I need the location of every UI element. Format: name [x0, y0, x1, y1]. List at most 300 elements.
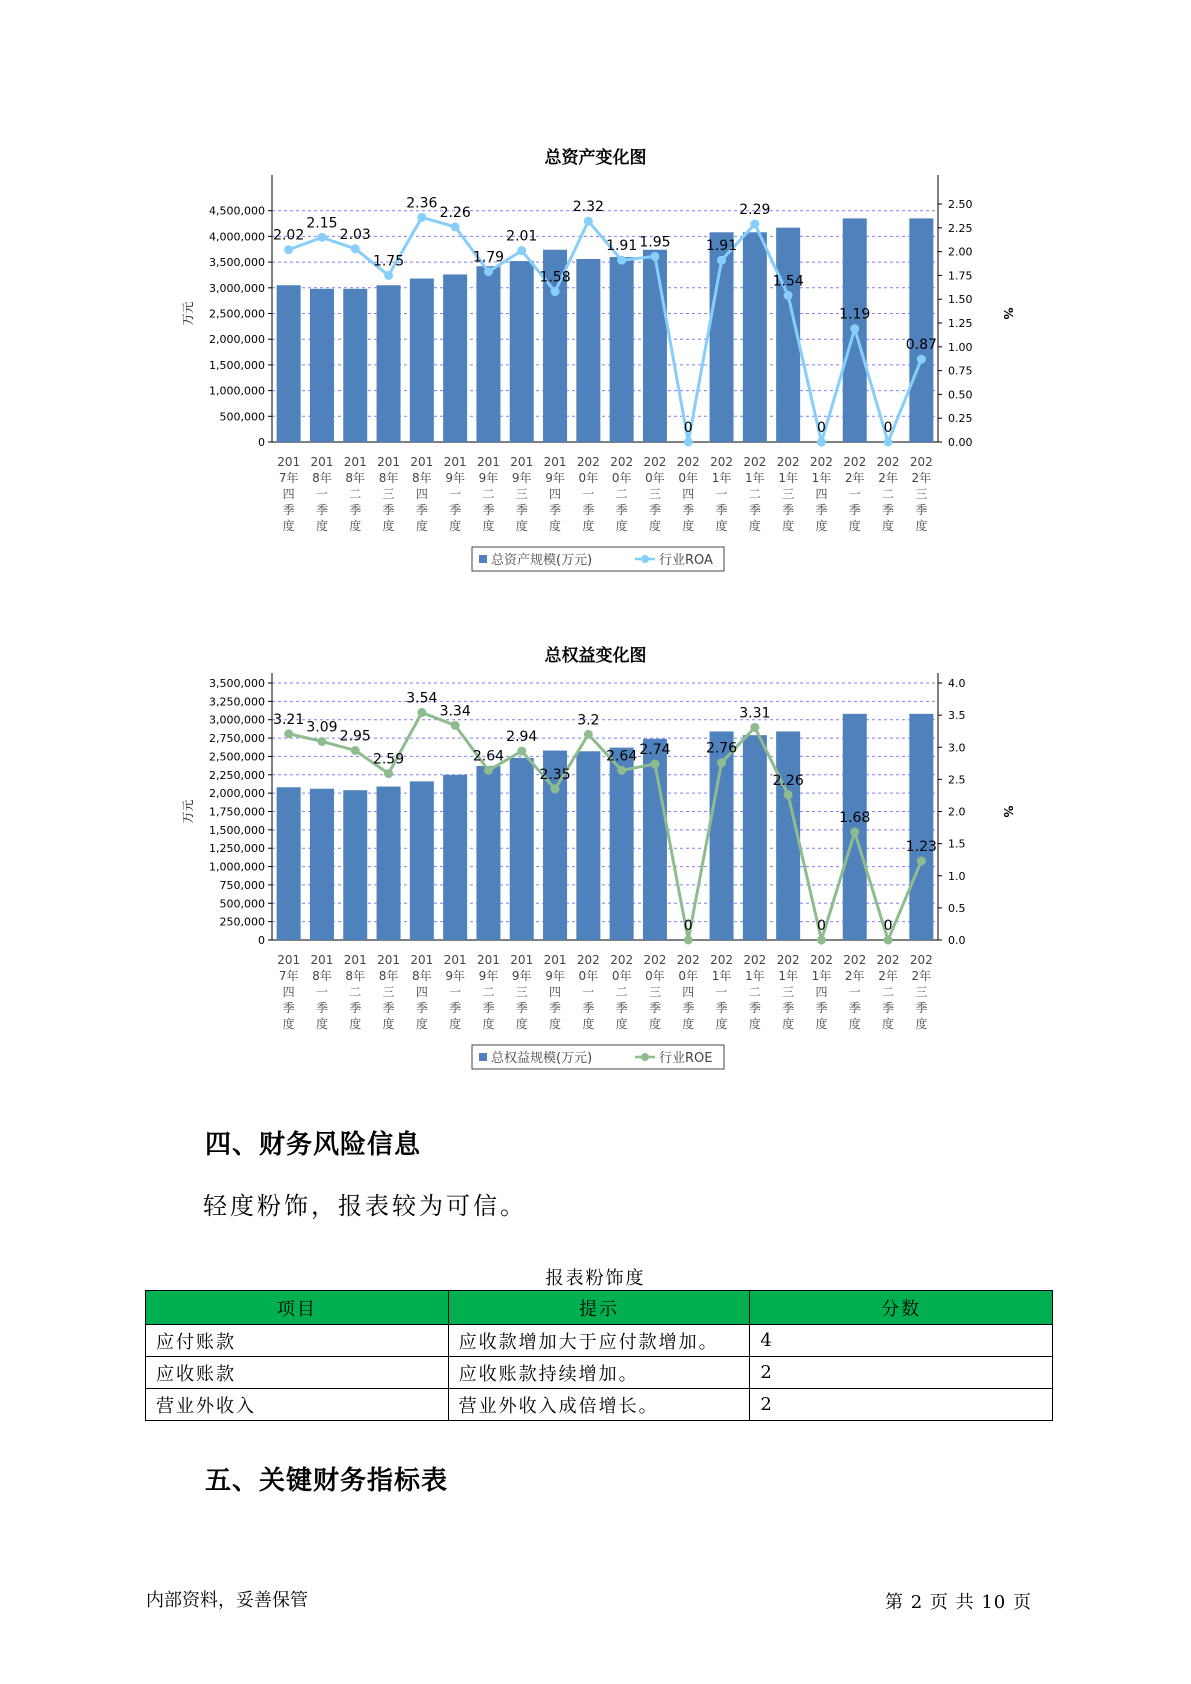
x-tick-label: 9年 — [478, 969, 499, 983]
x-tick-label: 0年 — [611, 969, 632, 983]
x-tick-label: 季 — [615, 1001, 628, 1015]
data-label: 3.31 — [739, 705, 771, 722]
line-point — [351, 244, 360, 253]
y2-tick-label: 3.5 — [948, 709, 966, 723]
x-tick-label: 202 — [809, 455, 833, 469]
x-tick-label: 8年 — [345, 471, 366, 485]
data-label: 2.59 — [372, 751, 405, 768]
x-tick-label: 0年 — [645, 969, 665, 983]
x-tick-label: 202 — [776, 455, 800, 469]
x-tick-label: 季 — [549, 503, 562, 517]
data-label: 3.34 — [439, 703, 471, 720]
x-tick-label: 季 — [482, 503, 495, 517]
x-tick-label: 季 — [549, 1001, 562, 1015]
bar — [410, 279, 434, 442]
data-label: 1.75 — [372, 253, 405, 270]
x-tick-label: 一 — [315, 487, 328, 501]
x-tick-label: 0年 — [578, 471, 599, 485]
x-tick-label: 202 — [643, 953, 667, 967]
y2-tick-label: 1.5 — [948, 837, 966, 851]
x-tick-label: 季 — [582, 503, 595, 517]
x-tick-label: 202 — [743, 953, 767, 967]
x-tick-label: 8年 — [378, 471, 399, 485]
line-point — [517, 246, 526, 255]
data-label: 2.15 — [306, 215, 338, 232]
line-point — [584, 217, 593, 226]
x-tick-label: 2年 — [911, 471, 932, 485]
x-tick-label: 季 — [315, 503, 328, 517]
y-tick-label: 500,000 — [219, 410, 265, 424]
x-tick-label: 度 — [282, 1017, 295, 1031]
whitewash-table — [145, 1290, 1053, 1421]
line-point — [317, 737, 326, 746]
data-label: 1.54 — [772, 273, 804, 290]
data-label: 3.21 — [273, 711, 305, 728]
x-tick-label: 三 — [515, 487, 528, 501]
chart2-title: 总权益变化图 — [544, 646, 647, 666]
y-axis-label: 万元 — [181, 799, 195, 824]
x-tick-label: 0年 — [678, 471, 699, 485]
y-tick-label: 2,500,000 — [209, 307, 265, 321]
x-tick-label: 季 — [782, 503, 795, 517]
x-tick-label: 202 — [610, 953, 634, 967]
x-tick-label: 9年 — [445, 471, 465, 485]
data-label: 3.2 — [577, 712, 600, 729]
column-header: 提示 — [448, 1291, 750, 1325]
x-tick-label: 度 — [415, 519, 428, 533]
x-tick-label: 季 — [349, 503, 362, 517]
x-tick-label: 201 — [410, 455, 434, 469]
x-tick-label: 度 — [582, 519, 595, 533]
line-point — [484, 267, 493, 276]
y2-tick-label: 2.5 — [948, 773, 966, 787]
x-tick-label: 二 — [748, 487, 761, 501]
x-tick-label: 201 — [343, 455, 367, 469]
x-tick-label: 201 — [510, 953, 534, 967]
y-tick-label: 1,500,000 — [209, 358, 265, 372]
x-tick-label: 7年 — [278, 969, 299, 983]
x-tick-label: 四 — [282, 487, 295, 501]
x-tick-label: 202 — [676, 455, 700, 469]
x-tick-label: 季 — [382, 1001, 395, 1015]
footer-confidential: 内部资料，妥善保管 — [146, 1590, 308, 1611]
x-tick-label: 季 — [815, 503, 828, 517]
x-tick-label: 一 — [582, 985, 595, 999]
x-tick-label: 202 — [710, 455, 734, 469]
x-tick-label: 2年 — [911, 969, 932, 983]
data-label: 1.23 — [905, 838, 937, 855]
line-point — [317, 233, 326, 242]
bar — [576, 259, 600, 442]
bar — [310, 789, 334, 940]
bar — [410, 781, 434, 940]
x-tick-label: 一 — [449, 985, 462, 999]
table-cell: 营业外收入 — [146, 1389, 449, 1421]
line-point — [484, 766, 493, 775]
x-tick-label: 度 — [549, 519, 562, 533]
table-cell: 应收账款持续增加。 — [448, 1357, 750, 1389]
data-label: 0 — [683, 420, 693, 436]
x-tick-label: 季 — [748, 503, 761, 517]
line-point — [650, 759, 659, 768]
line-point — [717, 256, 726, 265]
bar — [743, 735, 767, 940]
x-tick-label: 201 — [310, 455, 334, 469]
y2-tick-label: 1.75 — [948, 269, 973, 283]
line-point — [617, 256, 626, 265]
y-tick-label: 4,000,000 — [209, 230, 265, 244]
legend-line-marker — [641, 555, 649, 563]
x-tick-label: 度 — [449, 1017, 462, 1031]
x-tick-label: 三 — [382, 985, 395, 999]
line-point — [684, 438, 693, 447]
x-tick-label: 四 — [682, 985, 695, 999]
table-cell: 营业外收入成倍增长。 — [448, 1389, 750, 1421]
table-caption: 报表粉饰度 — [545, 1268, 646, 1289]
x-tick-label: 一 — [315, 985, 328, 999]
data-label: 2.64 — [606, 748, 638, 765]
bar — [476, 766, 500, 940]
bar — [443, 274, 467, 442]
x-tick-label: 202 — [576, 953, 600, 967]
y-tick-label: 3,000,000 — [209, 281, 265, 295]
y-tick-label: 1,000,000 — [209, 384, 265, 398]
x-tick-label: 度 — [748, 1017, 761, 1031]
data-label: 2.76 — [705, 740, 738, 757]
line-point — [784, 291, 793, 300]
x-tick-label: 202 — [776, 953, 800, 967]
total-equity-chart — [0, 658, 1191, 1088]
x-tick-label: 0年 — [578, 969, 599, 983]
line-point — [650, 252, 659, 261]
legend-bar-swatch — [479, 1053, 487, 1061]
x-tick-label: 201 — [476, 455, 500, 469]
x-tick-label: 季 — [848, 503, 861, 517]
y-tick-label: 0 — [258, 934, 265, 947]
x-tick-label: 季 — [415, 503, 428, 517]
x-tick-label: 季 — [449, 503, 462, 517]
table-cell: 2 — [750, 1389, 1053, 1421]
y2-tick-label: 1.25 — [948, 317, 973, 331]
x-tick-label: 季 — [882, 503, 895, 517]
x-tick-label: 8年 — [345, 969, 366, 983]
bar — [643, 250, 667, 442]
bar — [343, 790, 367, 940]
y-tick-label: 250,000 — [219, 915, 265, 929]
x-tick-label: 度 — [515, 1017, 528, 1031]
x-tick-label: 9年 — [511, 471, 532, 485]
data-label: 0 — [816, 420, 826, 436]
x-tick-label: 四 — [682, 487, 695, 501]
x-tick-label: 度 — [615, 1017, 628, 1031]
legend-bar-swatch — [479, 555, 487, 563]
x-tick-label: 1年 — [778, 471, 798, 485]
table-cell: 4 — [750, 1325, 1053, 1357]
x-tick-label: 度 — [815, 1017, 828, 1031]
line-point — [351, 746, 360, 755]
bar — [909, 714, 933, 940]
x-tick-label: 1年 — [778, 969, 798, 983]
x-tick-label: 201 — [377, 953, 401, 967]
x-tick-label: 季 — [615, 503, 628, 517]
x-tick-label: 季 — [715, 503, 728, 517]
x-tick-label: 9年 — [545, 969, 565, 983]
x-tick-label: 度 — [648, 519, 661, 533]
x-tick-label: 季 — [915, 503, 928, 517]
x-tick-label: 季 — [482, 1001, 495, 1015]
x-tick-label: 9年 — [511, 969, 532, 983]
y-axis-label: 万元 — [181, 301, 195, 326]
x-tick-label: 度 — [848, 519, 861, 533]
data-label: 1.91 — [606, 238, 638, 255]
line-point — [451, 721, 460, 730]
data-label: 0 — [883, 918, 893, 934]
y-tick-label: 3,000,000 — [209, 713, 265, 727]
x-tick-label: 度 — [415, 1017, 428, 1031]
x-tick-label: 季 — [682, 1001, 695, 1015]
x-tick-label: 2年 — [844, 969, 865, 983]
x-tick-label: 0年 — [678, 969, 699, 983]
legend-bar-label: 总资产规模(万元) — [491, 553, 593, 568]
x-tick-label: 202 — [576, 455, 600, 469]
section5-heading: 五、关键财务指标表 — [205, 1466, 449, 1496]
x-tick-label: 二 — [349, 487, 362, 501]
x-tick-label: 季 — [882, 1001, 895, 1015]
x-tick-label: 度 — [782, 1017, 795, 1031]
risk-summary-text: 轻度粉饰，报表较为可信。 — [203, 1192, 527, 1220]
x-tick-label: 度 — [382, 519, 395, 533]
x-tick-label: 季 — [415, 1001, 428, 1015]
line-point — [584, 730, 593, 739]
y2-tick-label: 0.00 — [948, 436, 973, 449]
y2-axis-label: % — [1001, 307, 1015, 320]
x-tick-label: 季 — [349, 1001, 362, 1015]
section4-heading: 四、财务风险信息 — [205, 1130, 422, 1160]
table-row — [146, 1389, 1053, 1421]
legend-bar-label: 总权益规模(万元) — [491, 1051, 593, 1066]
bar — [610, 748, 634, 940]
x-tick-label: 二 — [882, 985, 895, 999]
x-tick-label: 二 — [482, 985, 495, 999]
y-tick-label: 0 — [258, 436, 265, 449]
table-cell: 应付账款 — [146, 1325, 449, 1357]
x-tick-label: 二 — [615, 487, 628, 501]
data-label: 2.02 — [273, 227, 305, 244]
x-tick-label: 度 — [515, 519, 528, 533]
x-tick-label: 201 — [343, 953, 367, 967]
data-label: 2.95 — [339, 728, 371, 745]
x-tick-label: 202 — [809, 953, 833, 967]
line-point — [850, 324, 859, 333]
x-tick-label: 季 — [782, 1001, 795, 1015]
x-tick-label: 一 — [449, 487, 462, 501]
x-tick-label: 201 — [277, 455, 301, 469]
x-tick-label: 度 — [815, 519, 828, 533]
x-tick-label: 1年 — [811, 969, 832, 983]
x-tick-label: 201 — [510, 455, 534, 469]
y-tick-label: 3,500,000 — [209, 677, 265, 690]
x-tick-label: 度 — [748, 519, 761, 533]
x-tick-label: 度 — [482, 519, 495, 533]
x-tick-label: 1年 — [711, 471, 732, 485]
line-point — [384, 769, 393, 778]
x-tick-label: 一 — [582, 487, 595, 501]
y-tick-label: 2,250,000 — [209, 768, 265, 782]
x-tick-label: 201 — [476, 953, 500, 967]
x-tick-label: 季 — [515, 1001, 528, 1015]
x-tick-label: 8年 — [312, 471, 332, 485]
column-header: 分数 — [750, 1291, 1053, 1325]
legend-line-label: 行业ROA — [659, 553, 713, 568]
x-tick-label: 201 — [310, 953, 334, 967]
x-tick-label: 一 — [848, 487, 861, 501]
x-tick-label: 季 — [582, 1001, 595, 1015]
x-tick-label: 度 — [915, 1017, 928, 1031]
table-header-row — [146, 1291, 1053, 1325]
x-tick-label: 202 — [843, 455, 867, 469]
x-tick-label: 202 — [909, 455, 933, 469]
line-point — [551, 785, 560, 794]
data-label: 2.94 — [506, 729, 538, 746]
data-label: 2.64 — [472, 748, 505, 765]
x-tick-label: 201 — [443, 953, 467, 967]
x-tick-label: 8年 — [378, 969, 399, 983]
x-tick-label: 季 — [648, 503, 661, 517]
y2-tick-label: 1.00 — [948, 340, 973, 354]
bar — [343, 289, 367, 442]
y-tick-label: 2,750,000 — [209, 732, 265, 746]
y-tick-label: 750,000 — [219, 878, 265, 892]
x-tick-label: 二 — [748, 985, 761, 999]
y-tick-label: 1,000,000 — [209, 860, 265, 874]
line-point — [917, 355, 926, 364]
x-tick-label: 一 — [715, 487, 728, 501]
x-tick-label: 202 — [876, 953, 900, 967]
x-tick-label: 度 — [349, 519, 362, 533]
x-tick-label: 1年 — [811, 471, 832, 485]
line-point — [750, 220, 759, 229]
y2-tick-label: 2.0 — [948, 805, 966, 819]
x-tick-label: 三 — [782, 487, 795, 501]
x-tick-label: 度 — [349, 1017, 362, 1031]
y-tick-label: 1,750,000 — [209, 805, 265, 819]
page-number: 第 2 页 共 10 页 — [885, 1592, 1032, 1613]
x-tick-label: 9年 — [545, 471, 565, 485]
x-tick-label: 1年 — [745, 471, 765, 485]
x-tick-label: 季 — [449, 1001, 462, 1015]
y-tick-label: 2,000,000 — [209, 333, 265, 347]
y2-axis-label: % — [1001, 805, 1015, 818]
x-tick-label: 季 — [915, 1001, 928, 1015]
y2-tick-label: 1.50 — [948, 293, 973, 307]
data-label: 3.09 — [306, 719, 338, 736]
data-label: 2.29 — [739, 202, 771, 219]
x-tick-label: 201 — [543, 953, 567, 967]
x-tick-label: 度 — [615, 519, 628, 533]
y2-tick-label: 2.00 — [948, 245, 973, 259]
bar — [510, 758, 534, 940]
total-assets-chart — [0, 160, 1191, 590]
x-tick-label: 四 — [815, 487, 828, 501]
x-tick-label: 四 — [549, 487, 562, 501]
x-tick-label: 202 — [876, 455, 900, 469]
x-tick-label: 三 — [382, 487, 395, 501]
y-tick-label: 4,500,000 — [209, 204, 265, 218]
y-tick-label: 500,000 — [219, 897, 265, 911]
x-tick-label: 度 — [715, 1017, 728, 1031]
bar — [377, 787, 401, 940]
x-tick-label: 度 — [682, 519, 695, 533]
x-tick-label: 度 — [549, 1017, 562, 1031]
x-tick-label: 季 — [715, 1001, 728, 1015]
x-tick-label: 度 — [315, 1017, 328, 1031]
x-tick-label: 二 — [349, 985, 362, 999]
line-point — [417, 708, 426, 717]
legend-line-marker — [641, 1053, 649, 1061]
x-tick-label: 2年 — [878, 969, 898, 983]
x-tick-label: 季 — [315, 1001, 328, 1015]
y-tick-label: 2,500,000 — [209, 750, 265, 764]
x-tick-label: 三 — [915, 487, 928, 501]
x-tick-label: 三 — [515, 985, 528, 999]
bar — [476, 266, 500, 442]
y2-tick-label: 2.50 — [948, 198, 973, 212]
y2-tick-label: 3.0 — [948, 741, 966, 755]
x-tick-label: 度 — [382, 1017, 395, 1031]
line-point — [917, 856, 926, 865]
x-tick-label: 四 — [815, 985, 828, 999]
data-label: 1.95 — [639, 234, 671, 251]
table-cell: 应收账款 — [146, 1357, 449, 1389]
x-tick-label: 二 — [882, 487, 895, 501]
x-tick-label: 季 — [848, 1001, 861, 1015]
x-tick-label: 二 — [482, 487, 495, 501]
x-tick-label: 度 — [315, 519, 328, 533]
line-point — [884, 438, 893, 447]
data-label: 2.26 — [439, 204, 471, 221]
x-tick-label: 季 — [382, 503, 395, 517]
data-label: 1.68 — [839, 810, 871, 827]
x-tick-label: 三 — [782, 985, 795, 999]
x-tick-label: 度 — [582, 1017, 595, 1031]
table-cell: 应收款增加大于应付款增加。 — [448, 1325, 750, 1357]
x-tick-label: 度 — [449, 519, 462, 533]
x-tick-label: 9年 — [445, 969, 465, 983]
line-point — [451, 222, 460, 231]
x-tick-label: 季 — [515, 503, 528, 517]
line-point — [750, 723, 759, 732]
line-point — [817, 936, 826, 945]
x-tick-label: 度 — [682, 1017, 695, 1031]
table-cell: 2 — [750, 1357, 1053, 1389]
bar — [310, 289, 334, 442]
y-tick-label: 3,500,000 — [209, 256, 265, 270]
bar — [843, 714, 867, 940]
x-tick-label: 1年 — [711, 969, 732, 983]
x-tick-label: 四 — [549, 985, 562, 999]
table-row — [146, 1325, 1053, 1357]
x-tick-label: 三 — [648, 985, 661, 999]
line-point — [717, 758, 726, 767]
x-tick-label: 季 — [282, 503, 295, 517]
x-tick-label: 202 — [710, 953, 734, 967]
x-tick-label: 201 — [443, 455, 467, 469]
x-tick-label: 季 — [282, 1001, 295, 1015]
x-tick-label: 8年 — [412, 471, 432, 485]
x-tick-label: 202 — [743, 455, 767, 469]
data-label: 2.03 — [339, 226, 371, 243]
bar — [909, 218, 933, 442]
